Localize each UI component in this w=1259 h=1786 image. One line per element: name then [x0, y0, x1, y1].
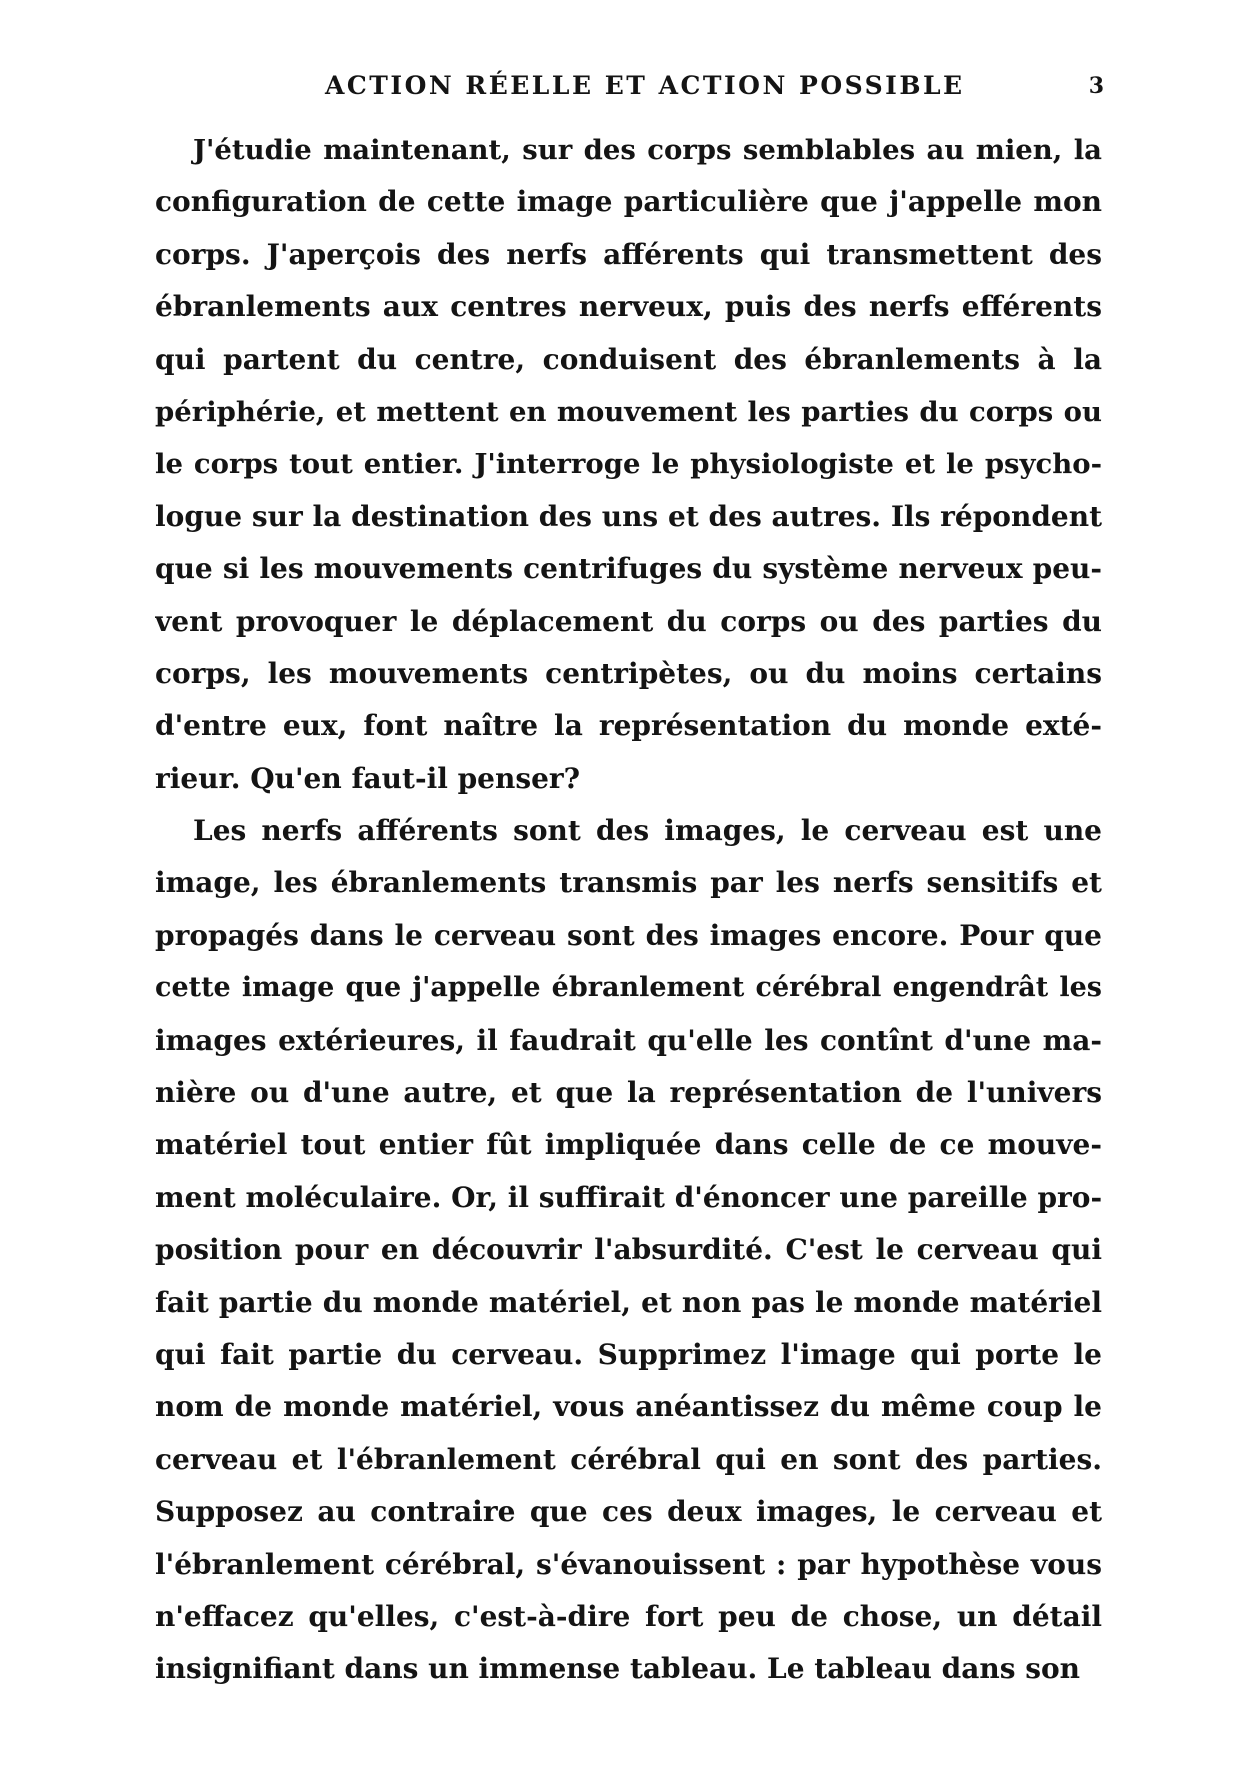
text-line: propagés dans le cerveau sont des images encore. Pour que [155, 918, 1102, 952]
paragraph [155, 124, 1102, 805]
text-line: l'ébranlement cérébral, s'évanouissent : par hypothèse vous [155, 1547, 1102, 1581]
text-line: rieur. Qu'en faut-il penser? [155, 761, 581, 795]
text-line: insignifiant dans un immense tableau. Le tableau dans son [155, 1652, 1081, 1686]
text-line: matériel tout entier fût impliquée dans celle de ce mouve- [155, 1128, 1102, 1162]
text-line: fait partie du monde matériel, et non pas le monde matériel [155, 1285, 1102, 1319]
text-line: ébranlements aux centres nerveux, puis des nerfs efférents [155, 290, 1102, 324]
running-title: ACTION RÉELLE ET ACTION POSSIBLE [325, 71, 965, 100]
text-line: que si les mouvements centrifuges du système nerveux peu- [155, 552, 1102, 586]
text-line: position pour en découvrir l'absurdité. C'est le cerveau qui [155, 1233, 1102, 1267]
page-number: 3 [1088, 73, 1104, 99]
text-line: n'effacez qu'elles, c'est-à-dire fort peu de chose, un détail [155, 1599, 1102, 1633]
text-line: configuration de cette image particulière que j'appelle mon [155, 185, 1102, 219]
text-line: corps, les mouvements centripètes, ou du moins certains [155, 656, 1102, 690]
text-line: ment moléculaire. Or, il suffirait d'énoncer une pareille pro- [155, 1180, 1102, 1214]
text-line: périphérie, et mettent en mouvement les parties du corps ou [155, 395, 1102, 428]
text-line: d'entre eux, font naître la représentation du monde exté- [155, 709, 1102, 743]
text-line: cette image que j'appelle ébranlement cérébral engendrât les [155, 972, 1102, 1004]
text-line: nière ou d'une autre, et que la représentation de l'univers [155, 1076, 1102, 1110]
text-line: nom de monde matériel, vous anéantissez du même coup le [155, 1390, 1102, 1424]
body-text [155, 124, 1102, 1696]
text-line: logue sur la destination des uns et des autres. Ils répondent [155, 499, 1102, 533]
text-line: images extérieures, il faudrait qu'elle les contînt d'une ma- [155, 1023, 1102, 1057]
paragraph [155, 805, 1102, 1696]
text-line: qui partent du centre, conduisent des ébranlements à la [155, 342, 1102, 376]
text-line: corps. J'aperçois des nerfs afférents qui transmettent des [155, 237, 1102, 271]
text-line: qui fait partie du cerveau. Supprimez l'image qui porte le [155, 1337, 1102, 1371]
text-line: image, les ébranlements transmis par les nerfs sensitifs et [155, 866, 1102, 900]
text-line: cerveau et l'ébranlement cérébral qui en sont des parties. [155, 1442, 1102, 1476]
text-line: Supposez au contraire que ces deux images, le cerveau et [155, 1495, 1102, 1529]
text-line: J'étudie maintenant, sur des corps semblables au mien, la [193, 134, 1102, 166]
text-line: vent provoquer le déplacement du corps ou des parties du [155, 604, 1102, 638]
text-line: Les nerfs afférents sont des images, le cerveau est une [193, 814, 1102, 848]
running-head [150, 66, 1104, 106]
text-line: le corps tout entier. J'interroge le physiologiste et le psycho- [155, 448, 1102, 481]
